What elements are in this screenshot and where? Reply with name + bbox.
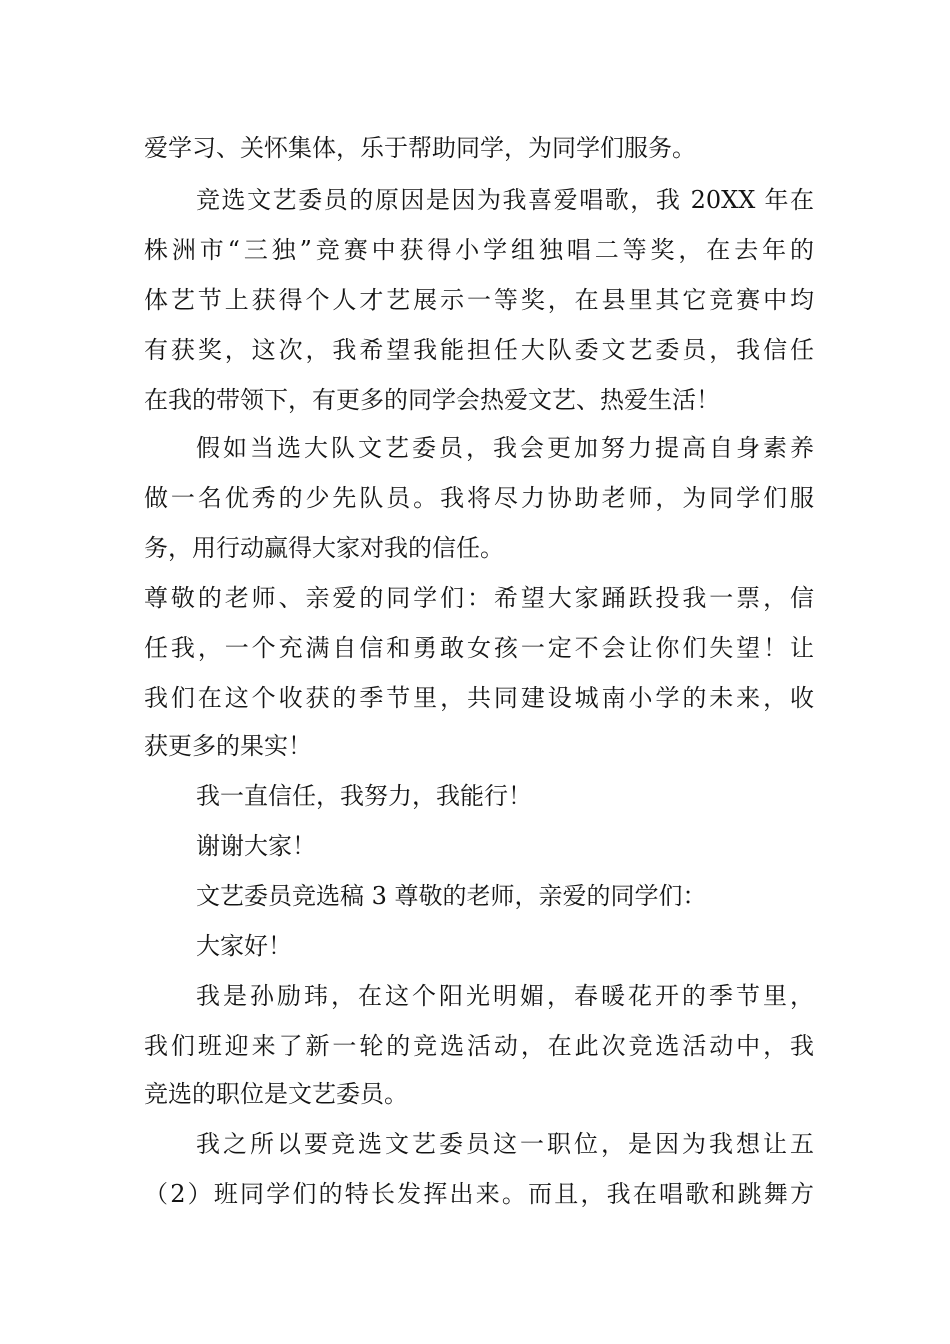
text-line-19: 我们班迎来了新一轮的竞选活动，在此次竞选活动中，我 (144, 1032, 814, 1060)
text-line-11: 任我，一个充满自信和勇敢女孩一定不会让你们失望！让 (144, 634, 814, 662)
text-line-2: 竞选文艺委员的原因是因为我喜爱唱歌，我 20XX 年在 (196, 186, 814, 214)
text-line-18: 我是孙励玮，在这个阳光明媚，春暖花开的季节里， (196, 982, 814, 1010)
text-line-8: 做一名优秀的少先队员。我将尽力协助老师，为同学们服 (144, 484, 814, 512)
text-line-5: 有获奖，这次，我希望我能担任大队委文艺委员，我信任 (144, 336, 814, 364)
text-line-4: 体艺节上获得个人才艺展示一等奖，在县里其它竞赛中均 (144, 286, 814, 314)
text-line-16: 文艺委员竞选稿 3 尊敬的老师，亲爱的同学们： (196, 882, 707, 910)
text-line-3: 株洲市“三独”竞赛中获得小学组独唱二等奖，在去年的 (144, 236, 814, 264)
text-line-10: 尊敬的老师、亲爱的同学们：希望大家踊跃投我一票，信 (144, 584, 814, 612)
text-line-21: 我之所以要竞选文艺委员这一职位，是因为我想让五 (196, 1130, 814, 1158)
text-line-22: （2）班同学们的特长发挥出来。而且，我在唱歌和跳舞方 (144, 1180, 814, 1208)
text-line-7: 假如当选大队文艺委员，我会更加努力提高自身素养 (196, 434, 814, 462)
text-line-15: 谢谢大家！ (196, 832, 316, 860)
text-line-13: 获更多的果实！ (144, 732, 312, 760)
text-line-14: 我一直信任，我努力，我能行！ (196, 782, 532, 810)
text-line-20: 竞选的职位是文艺委员。 (144, 1080, 408, 1108)
text-line-12: 我们在这个收获的季节里，共同建设城南小学的未来，收 (144, 684, 814, 712)
text-line-6: 在我的带领下，有更多的同学会热爱文艺、热爱生活！ (144, 386, 720, 414)
text-line-9: 务，用行动赢得大家对我的信任。 (144, 534, 504, 562)
text-line-1: 爱学习、关怀集体，乐于帮助同学，为同学们服务。 (144, 134, 696, 162)
text-line-17: 大家好！ (196, 932, 292, 960)
